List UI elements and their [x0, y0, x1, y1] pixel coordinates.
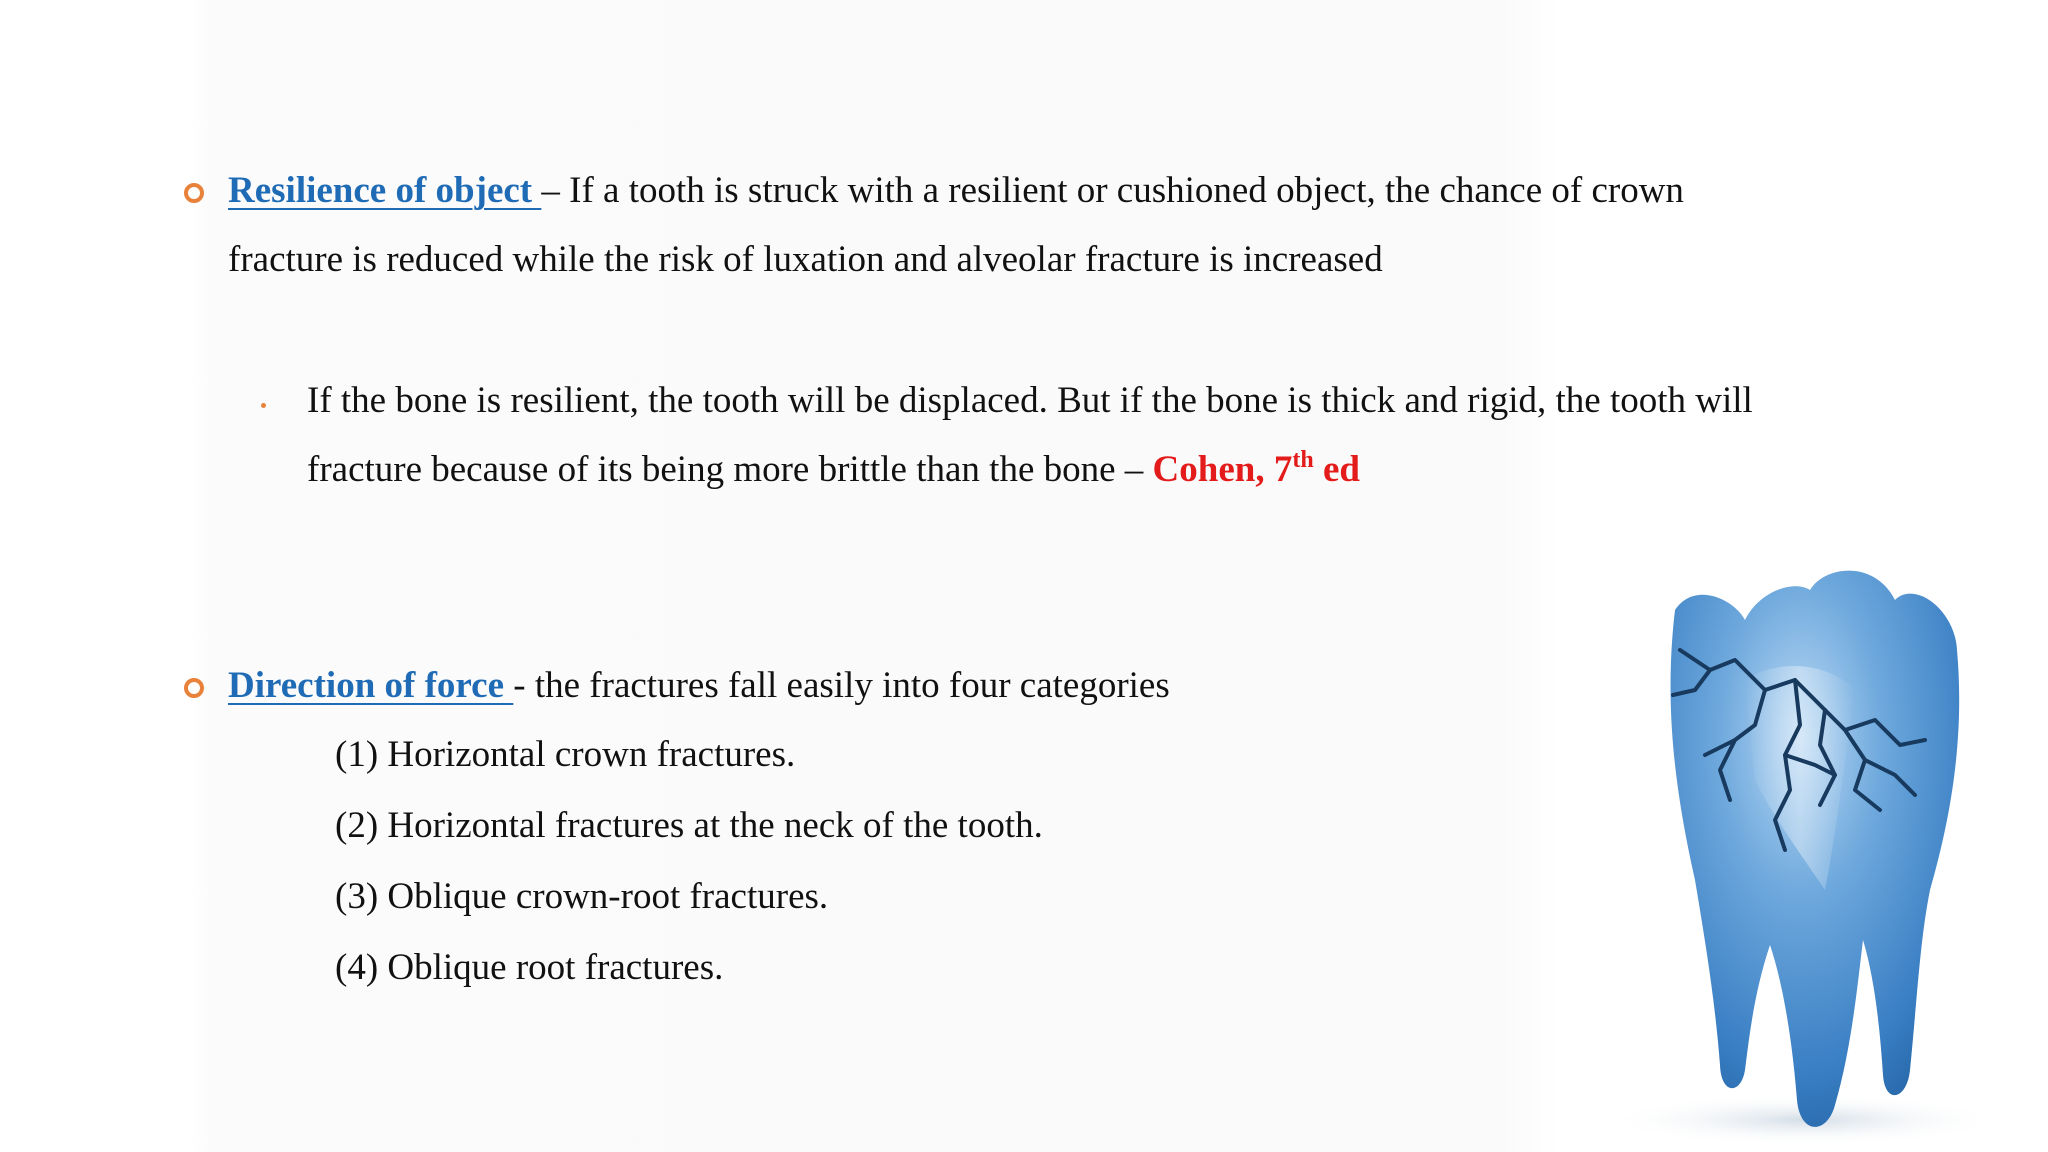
- sub-bullet-line2: [307, 435, 1867, 504]
- citation: [1153, 449, 1360, 490]
- category-3: (3) Oblique crown-root fractures.: [335, 876, 829, 917]
- dot-bullet-icon: [261, 403, 266, 408]
- category-2: (2) Horizontal fractures at the neck of the tooth.: [335, 805, 1043, 846]
- citation-sup: th: [1292, 447, 1314, 473]
- term-resilience: Resilience of object: [228, 170, 542, 211]
- ring-bullet-icon: [184, 183, 204, 203]
- resilience-text-2: fracture is reduced while the risk of luxation and alveolar fracture is increased: [228, 239, 1383, 280]
- bullet-resilience-line1: [228, 156, 1788, 225]
- cracked-tooth-icon: [1545, 560, 2048, 1152]
- citation-text: Cohen, 7: [1152, 449, 1293, 490]
- sub-bullet-text-1: If the bone is resilient, the tooth will be displaced. But if the bone is thick and rigid, the tooth will: [307, 380, 1753, 421]
- ring-bullet-icon: [184, 678, 204, 698]
- sub-bullet-text-2: fracture because of its being more brittle than the bone –: [307, 449, 1153, 490]
- bullet-resilience: [228, 156, 1788, 294]
- term-direction: Direction of force: [228, 665, 514, 706]
- sub-bullet-bone: [307, 366, 1867, 504]
- resilience-text-1: – If a tooth is struck with a resilient or cushioned object, the chance of crown: [541, 170, 1684, 211]
- direction-text: - the fractures fall easily into four categories: [513, 665, 1170, 706]
- citation-end: ed: [1313, 449, 1360, 490]
- bullet-direction: [228, 651, 1528, 720]
- category-1: (1) Horizontal crown fractures.: [335, 734, 796, 775]
- category-4: (4) Oblique root fractures.: [335, 947, 724, 988]
- bullet-direction-line: [228, 651, 1528, 720]
